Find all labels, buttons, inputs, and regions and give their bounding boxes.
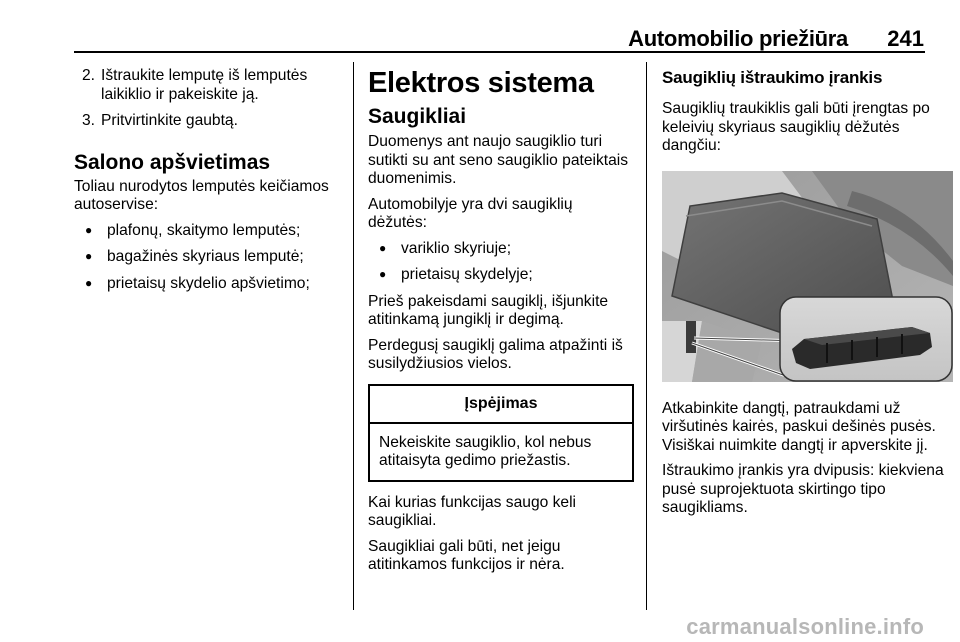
section-title-interior-lighting: Salono apšvietimas xyxy=(74,150,271,174)
header-rule xyxy=(74,51,925,53)
list-item: ● variklio skyriuje; xyxy=(368,240,634,259)
paragraph: Atkabinkite dangtį, patraukdami už viršutinės kairės, paskui dešinės pusės. Visiškai nuimkite dangtį ir apverskite jį. xyxy=(662,399,936,454)
paragraph: Prieš pakeisdami saugiklį, išjunkite atitinkamą jungiklį ir degimą. xyxy=(368,292,609,328)
list-item: ● prietaisų skydelio apšvietimo; xyxy=(74,275,346,294)
fuse-box-list xyxy=(368,240,634,285)
step-text: Pritvirtinkite gaubtą. xyxy=(101,112,238,129)
fuse-extractor-illustration xyxy=(662,171,953,382)
step-item xyxy=(74,112,346,131)
bulb-list xyxy=(74,222,346,294)
warning-body: Nekeiskite saugiklio, kol nebus atitaisyta gedimo priežastis. xyxy=(379,433,592,469)
step-item xyxy=(74,67,346,104)
right-column xyxy=(662,67,954,525)
warning-title: Įspėjimas xyxy=(370,386,632,424)
list-item: ● prietaisų skydelyje; xyxy=(368,266,634,285)
step-text: Ištraukite lemputę iš lemputės laikiklio ir pakeiskite ją. xyxy=(101,67,308,103)
page-number: 241 xyxy=(887,26,924,51)
step-number: 3. xyxy=(82,112,96,129)
paragraph: Duomenys ant naujo saugiklio turi sutikti su ant seno saugiklio pateiktais duomenimis. xyxy=(368,133,629,187)
watermark: carmanualsonline.info xyxy=(686,614,924,639)
paragraph: Kai kurias funkcijas saugo keli saugikliai. xyxy=(368,493,577,529)
list-item: ● bagažinės skyriaus lemputė; xyxy=(74,248,346,267)
fuse-extractor-illustration-svg xyxy=(662,171,953,382)
paragraph: Automobilyje yra dvi saugiklių dėžutės: xyxy=(368,195,573,231)
column-divider-left xyxy=(353,62,354,610)
warning-box xyxy=(368,384,634,482)
paragraph: Toliau nurodytos lemputės keičiamos autoservise: xyxy=(74,177,329,213)
step-number: 2. xyxy=(82,67,96,84)
steps-list xyxy=(74,67,346,131)
subsection-title: Saugikliai xyxy=(368,105,467,128)
left-column xyxy=(74,67,346,301)
paragraph: Saugiklių traukiklis gali būti įrengtas po keleivių skyriaus saugiklių dėžutės dangčiu: xyxy=(662,100,930,154)
paragraph: Ištraukimo įrankis yra dvipusis: kiekviena pusė suprojektuota skirtingo tipo saugikliams. xyxy=(662,462,944,516)
paragraph: Perdegusį saugiklį galima atpažinti iš susilydžiusios vielos. xyxy=(368,336,623,372)
column-divider-right xyxy=(646,62,647,610)
paragraph: Saugikliai gali būti, net jeigu atitinkamos funkcijos ir nėra. xyxy=(368,537,565,573)
middle-column xyxy=(368,64,634,582)
chapter-title: Elektros sistema xyxy=(368,67,594,99)
fuse-extractor-heading: Saugiklių ištraukimo įrankis xyxy=(662,68,883,87)
running-header-title: Automobilio priežiūra xyxy=(628,26,848,51)
list-item: ● plafonų, skaitymo lemputės; xyxy=(74,222,346,241)
